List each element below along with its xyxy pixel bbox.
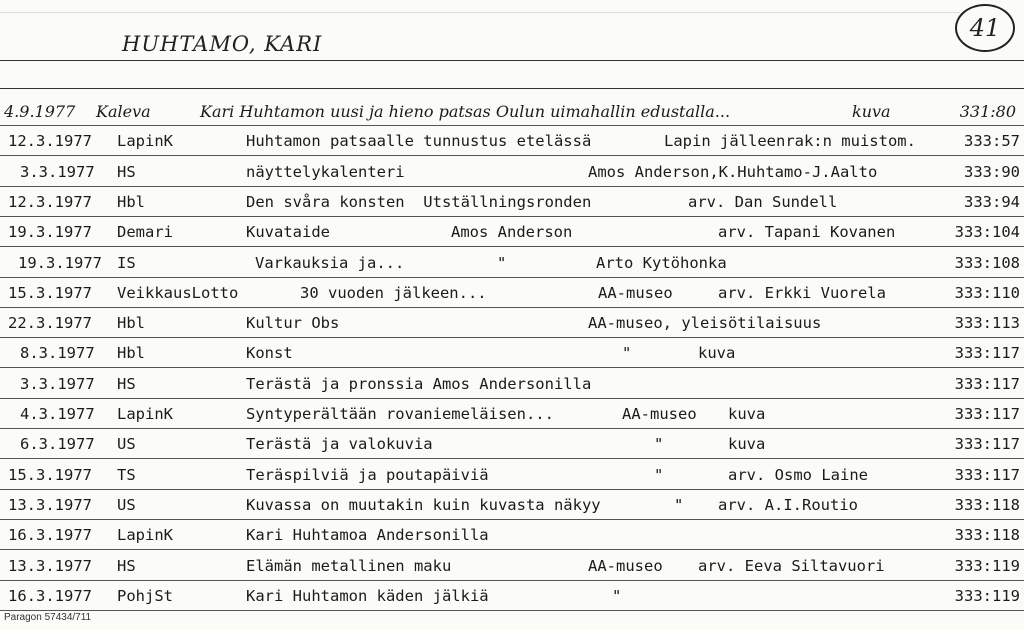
row-divider [0, 155, 1024, 156]
clipping-date: 4.3.1977 [20, 405, 95, 423]
clipping-paper: Hbl [117, 314, 145, 333]
clipping-ref: 333:113 [954, 314, 1020, 333]
clipping-row [0, 97, 1024, 127]
clipping-date: 12.3.1977 [8, 132, 92, 151]
clipping-extra: arv. Dan Sundell [688, 192, 838, 211]
clipping-date: 13.3.1977 [8, 495, 92, 514]
card-footer: Paragon 57434/711 [4, 612, 92, 623]
clipping-row [0, 491, 1024, 521]
clipping-ref: 333:90 [964, 162, 1020, 181]
clipping-date: 16.3.1977 [8, 526, 92, 545]
clipping-date: 19.3.1977 [8, 223, 92, 242]
clipping-paper: LapinK [117, 526, 173, 545]
clipping-headline: Konst [246, 344, 293, 363]
clipping-row [0, 249, 1024, 279]
clipping-row [0, 218, 1024, 248]
clipping-ref: 333:119 [954, 556, 1020, 575]
clipping-extra: kuva [698, 344, 736, 363]
row-divider [0, 186, 1024, 187]
clipping-paper: LapinK [117, 132, 173, 151]
clipping-note: AA-museo [598, 283, 673, 302]
clipping-note: " [622, 344, 632, 363]
clipping-note: AA-museo [588, 556, 663, 575]
clipping-date: 3.3.1977 [20, 162, 95, 181]
clipping-note: " [612, 586, 622, 605]
clipping-headline: Varkauksia ja... [255, 253, 405, 272]
clipping-extra: kuva [728, 405, 766, 423]
clipping-headline: Syntyperältään rovaniemeläisen... [246, 405, 554, 423]
clipping-note: " [654, 465, 664, 484]
row-divider [0, 489, 1024, 490]
clipping-paper: Hbl [117, 192, 145, 211]
clipping-row [0, 582, 1024, 612]
clipping-date: 15.3.1977 [8, 283, 92, 302]
clipping-note: " [674, 495, 684, 514]
clipping-headline: Kari Huhtamoa Andersonilla [246, 526, 489, 545]
clipping-date: 19.3.1977 [18, 253, 102, 272]
clipping-headline: Huhtamon patsaalle tunnustus etelässä [246, 132, 592, 151]
clipping-headline: Den svåra konsten Utställningsronden [246, 192, 592, 211]
clipping-extra: kuva [728, 435, 766, 454]
clipping-paper: LapinK [117, 405, 173, 423]
clipping-note: Amos Anderson [451, 223, 573, 242]
clipping-note: Amos Anderson,K.Huhtamo-J.Aalto [588, 162, 878, 181]
row-divider [0, 307, 1024, 308]
clipping-paper: Kaleva [96, 102, 151, 121]
clipping-paper: Hbl [117, 344, 145, 363]
clipping-ref: 333:117 [954, 405, 1020, 423]
clipping-ref: 333:104 [954, 223, 1020, 242]
clipping-extra: arv. A.I.Routio [718, 495, 858, 514]
folio-number: 41 [955, 4, 1015, 52]
clipping-ref: 333:117 [954, 435, 1020, 454]
clipping-ref: 333:57 [964, 132, 1020, 151]
clipping-paper: HS [117, 374, 136, 393]
clipping-ref: 333:117 [954, 344, 1020, 363]
clipping-date: 8.3.1977 [20, 344, 95, 363]
clipping-extra: Arto Kytöhonka [596, 253, 727, 272]
clipping-headline: Elämän metallinen maku [246, 556, 452, 575]
row-divider [0, 549, 1024, 550]
clipping-date: 15.3.1977 [8, 465, 92, 484]
clipping-headline: Kuvataide [246, 223, 330, 242]
clipping-extra: arv. Osmo Laine [728, 465, 868, 484]
clipping-ref: 333:110 [954, 283, 1020, 302]
clipping-row [0, 339, 1024, 369]
clipping-paper: IS [117, 253, 136, 272]
row-divider [0, 398, 1024, 399]
clipping-date: 12.3.1977 [8, 192, 92, 211]
row-divider [0, 337, 1024, 338]
clipping-paper: HS [117, 556, 136, 575]
row-divider [0, 458, 1024, 459]
row-divider [0, 216, 1024, 217]
clipping-ref: 333:94 [964, 192, 1020, 211]
clipping-paper: PohjSt [117, 586, 173, 605]
clipping-paper: Demari [117, 223, 173, 242]
row-divider [0, 277, 1024, 278]
clipping-row [0, 400, 1024, 430]
clipping-headline: 30 vuoden jälkeen... [300, 283, 487, 302]
row-divider [0, 428, 1024, 429]
clipping-ref: 333:117 [954, 465, 1020, 484]
clipping-paper: VeikkausLotto [117, 283, 239, 302]
clipping-extra: arv. Eeva Siltavuori [698, 556, 885, 575]
row-divider [0, 519, 1024, 520]
clipping-extra: kuva [852, 102, 891, 121]
clipping-row [0, 279, 1024, 309]
header-rule [0, 60, 1024, 61]
clipping-note: " [497, 253, 507, 272]
clipping-ref: 333:108 [954, 253, 1020, 272]
header-rule-2 [0, 88, 1024, 89]
clipping-headline: Terästä ja pronssia Amos Andersonilla [246, 374, 592, 393]
clipping-ref: 331:80 [959, 102, 1016, 121]
row-divider [0, 125, 1024, 126]
clipping-headline: Kari Huhtamon käden jälkiä [246, 586, 489, 605]
clipping-ref: 333:119 [954, 586, 1020, 605]
clipping-row [0, 309, 1024, 339]
clipping-headline: Kari Huhtamon uusi ja hieno patsas Oulun uimahallin edustalla... [200, 102, 731, 121]
clipping-note: Lapin jälleenrak:n muistom. [664, 132, 916, 151]
card-top-edge [0, 0, 960, 13]
clipping-paper: US [117, 495, 136, 514]
clipping-row [0, 127, 1024, 157]
clipping-ref: 333:117 [954, 374, 1020, 393]
clipping-ref: 333:118 [954, 495, 1020, 514]
clipping-ref: 333:118 [954, 526, 1020, 545]
clipping-date: 22.3.1977 [8, 314, 92, 333]
clipping-headline: näyttelykalenteri [246, 162, 405, 181]
clipping-headline: Terästä ja valokuvia [246, 435, 433, 454]
clipping-row [0, 521, 1024, 551]
clipping-extra: arv. Tapani Kovanen [718, 223, 896, 242]
clipping-headline: Kuvassa on muutakin kuin kuvasta näkyy [246, 495, 601, 514]
card-title: HUHTAMO, KARI [122, 32, 323, 56]
clipping-row [0, 461, 1024, 491]
clipping-row [0, 430, 1024, 460]
clipping-extra: arv. Erkki Vuorela [718, 283, 886, 302]
clipping-note: AA-museo, yleisötilaisuus [588, 314, 822, 333]
row-divider [0, 610, 1024, 611]
clipping-date: 6.3.1977 [20, 435, 95, 454]
clipping-headline: Kultur Obs [246, 314, 340, 333]
clipping-note: " [654, 435, 664, 454]
row-divider [0, 580, 1024, 581]
clipping-paper: HS [117, 162, 136, 181]
clipping-paper: TS [117, 465, 136, 484]
clipping-headline: Teräspilviä ja poutapäiviä [246, 465, 489, 484]
row-divider [0, 367, 1024, 368]
clipping-row [0, 370, 1024, 400]
clipping-row [0, 552, 1024, 582]
clipping-note: AA-museo [622, 405, 697, 423]
clipping-date: 4.9.1977 [4, 102, 76, 121]
clipping-row [0, 188, 1024, 218]
clipping-date: 13.3.1977 [8, 556, 92, 575]
clipping-paper: US [117, 435, 136, 454]
clipping-date: 3.3.1977 [20, 374, 95, 393]
clipping-row [0, 158, 1024, 188]
clipping-date: 16.3.1977 [8, 586, 92, 605]
row-divider [0, 246, 1024, 247]
